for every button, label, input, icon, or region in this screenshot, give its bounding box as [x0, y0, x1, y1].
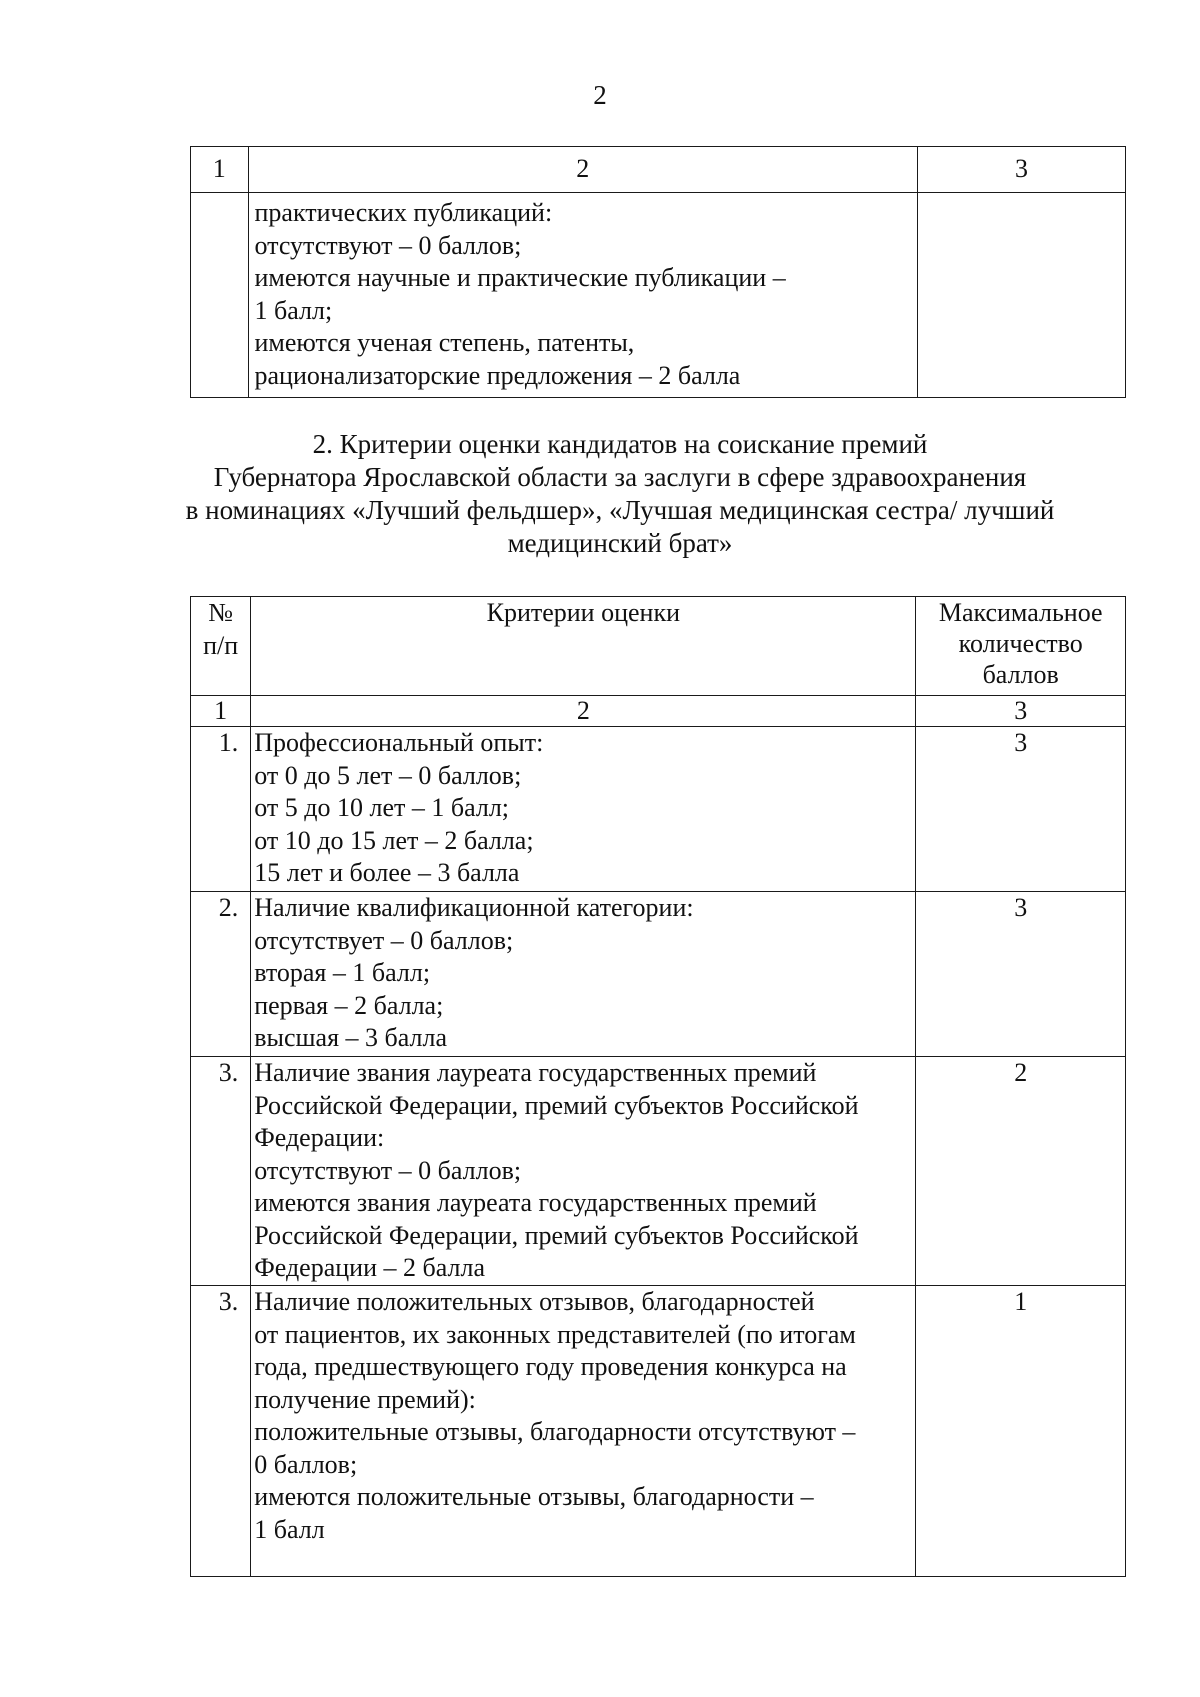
- criteria-line: высшая – 3 балла: [254, 1023, 448, 1052]
- criteria-line: практических публикаций:: [254, 198, 553, 227]
- section-title-line: 2. Критерии оценки кандидатов на соискание премий: [312, 429, 928, 459]
- row-criteria: [251, 727, 916, 892]
- criteria-line: Российской Федерации, премий субъектов Российской: [254, 1220, 859, 1250]
- continuation-row: [191, 193, 1126, 398]
- column-number-3: 3: [918, 147, 1126, 193]
- row-number: 3.: [191, 1286, 251, 1577]
- criteria-line: первая – 2 балла;: [254, 990, 444, 1020]
- criteria-line: от 10 до 15 лет – 2 балла;: [254, 825, 534, 855]
- row-max-points: 3: [916, 727, 1126, 892]
- criteria-line: вторая – 1 балл;: [254, 958, 431, 987]
- criteria-table: [190, 596, 1126, 1577]
- criteria-line: Наличие звания лауреата государственных премий: [254, 1058, 817, 1087]
- header-criteria-cell: Критерии оценки: [251, 597, 916, 696]
- row-number: 3.: [191, 1057, 251, 1286]
- criteria-line: имеются научные и практические публикации –: [254, 263, 786, 292]
- column-numbering-row: [191, 696, 1126, 727]
- column-number-2: 2: [251, 696, 916, 727]
- header-number-cell: [191, 597, 251, 696]
- criteria-line: Федерации:: [254, 1123, 385, 1152]
- criteria-line: 15 лет и более – 3 балла: [254, 858, 520, 887]
- section-title-line: в номинациях «Лучший фельдшер», «Лучшая медицинская сестра/ лучший: [185, 495, 1055, 525]
- table-row: [191, 1057, 1126, 1286]
- section-title: [150, 428, 1090, 560]
- row-max-points: 1: [916, 1286, 1126, 1577]
- continuation-criteria-cell: [248, 193, 918, 398]
- criteria-line: 1 балл;: [254, 295, 333, 325]
- header-number-line: №: [208, 598, 234, 627]
- continuation-points-cell: [918, 193, 1126, 398]
- criteria-line: положительные отзывы, благодарности отсутствуют –: [254, 1417, 856, 1446]
- criteria-line: Наличие квалификационной категории:: [254, 893, 694, 922]
- page-number: 2: [593, 80, 607, 110]
- header-points-line: Максимальное: [938, 598, 1103, 627]
- header-number-line: п/п: [203, 630, 239, 660]
- row-max-points: 2: [916, 1057, 1126, 1286]
- row-number: 1.: [191, 727, 251, 892]
- row-criteria: [251, 1057, 916, 1286]
- header-points-line: баллов: [982, 660, 1059, 689]
- criteria-line: имеются звания лауреата государственных премий: [254, 1188, 817, 1217]
- criteria-line: отсутствуют – 0 баллов;: [254, 230, 522, 260]
- row-max-points: 3: [916, 892, 1126, 1057]
- criteria-line: 0 баллов;: [254, 1449, 358, 1479]
- criteria-line: Наличие положительных отзывов, благодарностей: [254, 1287, 815, 1316]
- row-criteria: [251, 1286, 916, 1577]
- criteria-line: от 5 до 10 лет – 1 балл;: [254, 793, 510, 822]
- table-row: [191, 727, 1126, 892]
- column-number-3: 3: [916, 696, 1126, 727]
- criteria-line: имеются положительные отзывы, благодарности –: [254, 1482, 814, 1511]
- continuation-table: [190, 146, 1126, 398]
- column-number-2: 2: [248, 147, 918, 193]
- criteria-line: от пациентов, их законных представителей (по итогам: [254, 1319, 856, 1349]
- criteria-line: имеются ученая степень, патенты,: [254, 328, 635, 357]
- column-number-1: 1: [191, 147, 249, 193]
- criteria-line: Российской Федерации, премий субъектов Российской: [254, 1090, 859, 1120]
- row-criteria: [251, 892, 916, 1057]
- criteria-line: от 0 до 5 лет – 0 баллов;: [254, 760, 522, 790]
- criteria-line: Федерации – 2 балла: [254, 1253, 485, 1282]
- continuation-number-cell: [191, 193, 249, 398]
- criteria-line: Профессиональный опыт:: [254, 728, 544, 757]
- criteria-line: 1 балл: [254, 1514, 325, 1544]
- criteria-line: получение премий):: [254, 1384, 476, 1414]
- continuation-header-row: [191, 147, 1126, 193]
- table-row: [191, 1286, 1126, 1577]
- criteria-line: рационализаторские предложения – 2 балла: [254, 360, 741, 390]
- criteria-line: отсутствует – 0 баллов;: [254, 925, 514, 955]
- criteria-table-header: [191, 597, 1126, 696]
- section-title-line: медицинский брат»: [507, 528, 733, 558]
- section-title-line: Губернатора Ярославской области за заслуги в сфере здравоохранения: [213, 462, 1027, 492]
- table-row: [191, 892, 1126, 1057]
- header-points-line: количество: [958, 629, 1083, 658]
- row-number: 2.: [191, 892, 251, 1057]
- header-points-cell: [916, 597, 1126, 696]
- column-number-1: 1: [191, 696, 251, 727]
- criteria-line: года, предшествующего году проведения конкурса на: [254, 1352, 847, 1381]
- criteria-line: отсутствуют – 0 баллов;: [254, 1155, 522, 1185]
